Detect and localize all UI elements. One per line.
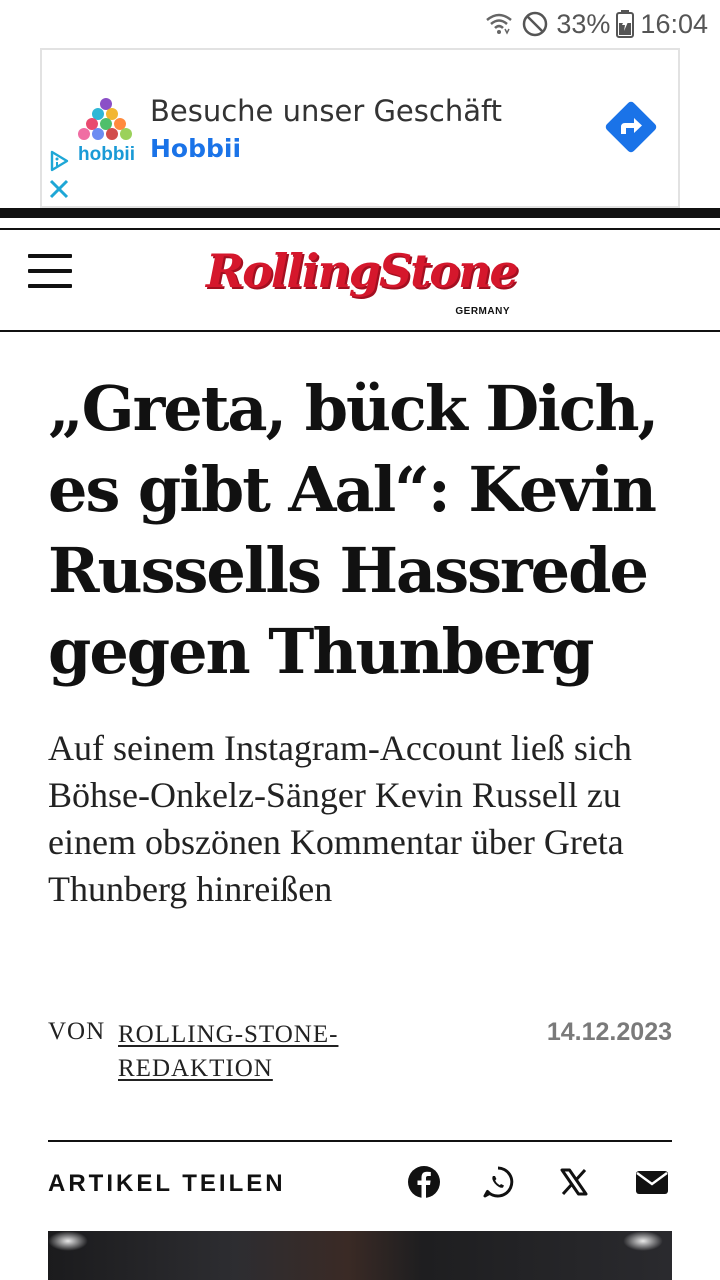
do-not-disturb-icon [520,9,550,39]
adchoices-icon[interactable] [48,150,70,172]
byline [48,1014,672,1084]
wifi-icon [484,9,514,39]
status-bar [0,0,720,48]
close-icon[interactable] [48,178,70,200]
article-headline: „Greta, bück Dich, es gibt Aal“: Kevin Russells Hassrede gegen Thunberg [48,372,658,688]
header-bottom-rule [0,330,720,332]
hamburger-menu-icon[interactable] [28,254,72,290]
email-icon[interactable] [632,1162,672,1202]
logo-subtitle: GERMANY [455,306,510,317]
logo-wordmark: RollingStone [206,244,517,298]
whatsapp-icon[interactable] [478,1162,518,1202]
ad-title[interactable]: Besuche unser Geschäft [150,94,503,128]
battery-icon [616,10,634,38]
hobbii-logo-text: hobbii [78,144,135,165]
stage-light [48,1231,88,1251]
directions-arrow-icon[interactable] [602,98,660,156]
site-header [0,230,720,330]
stage-light [623,1231,663,1251]
author-link[interactable]: ROLLING-STONE-REDAKTION [118,1021,339,1082]
share-divider [48,1140,672,1142]
header-top-rule [0,208,720,218]
clock: 16:04 [640,8,708,39]
share-label: ARTIKEL TEILEN [48,1170,286,1197]
article-dek: Auf seinem Instagram-Account ließ sich Böhse-Onkelz-Sänger Kevin Russell zu einem obszönen Kommentar über Greta Thunberg hinreißen [48,728,632,909]
facebook-icon[interactable] [404,1162,444,1202]
status-indicators [484,6,708,42]
x-icon[interactable] [554,1162,594,1202]
publish-date: 14.12.2023 [546,1018,672,1046]
ad-banner[interactable] [40,48,680,208]
byline-prefix: VON [48,1018,106,1045]
share-buttons [400,1162,672,1202]
ad-advertiser[interactable]: Hobbii [150,134,242,163]
battery-percentage: 33% [556,8,611,39]
rolling-stone-logo[interactable] [206,244,516,324]
article-hero-image [48,1231,672,1280]
